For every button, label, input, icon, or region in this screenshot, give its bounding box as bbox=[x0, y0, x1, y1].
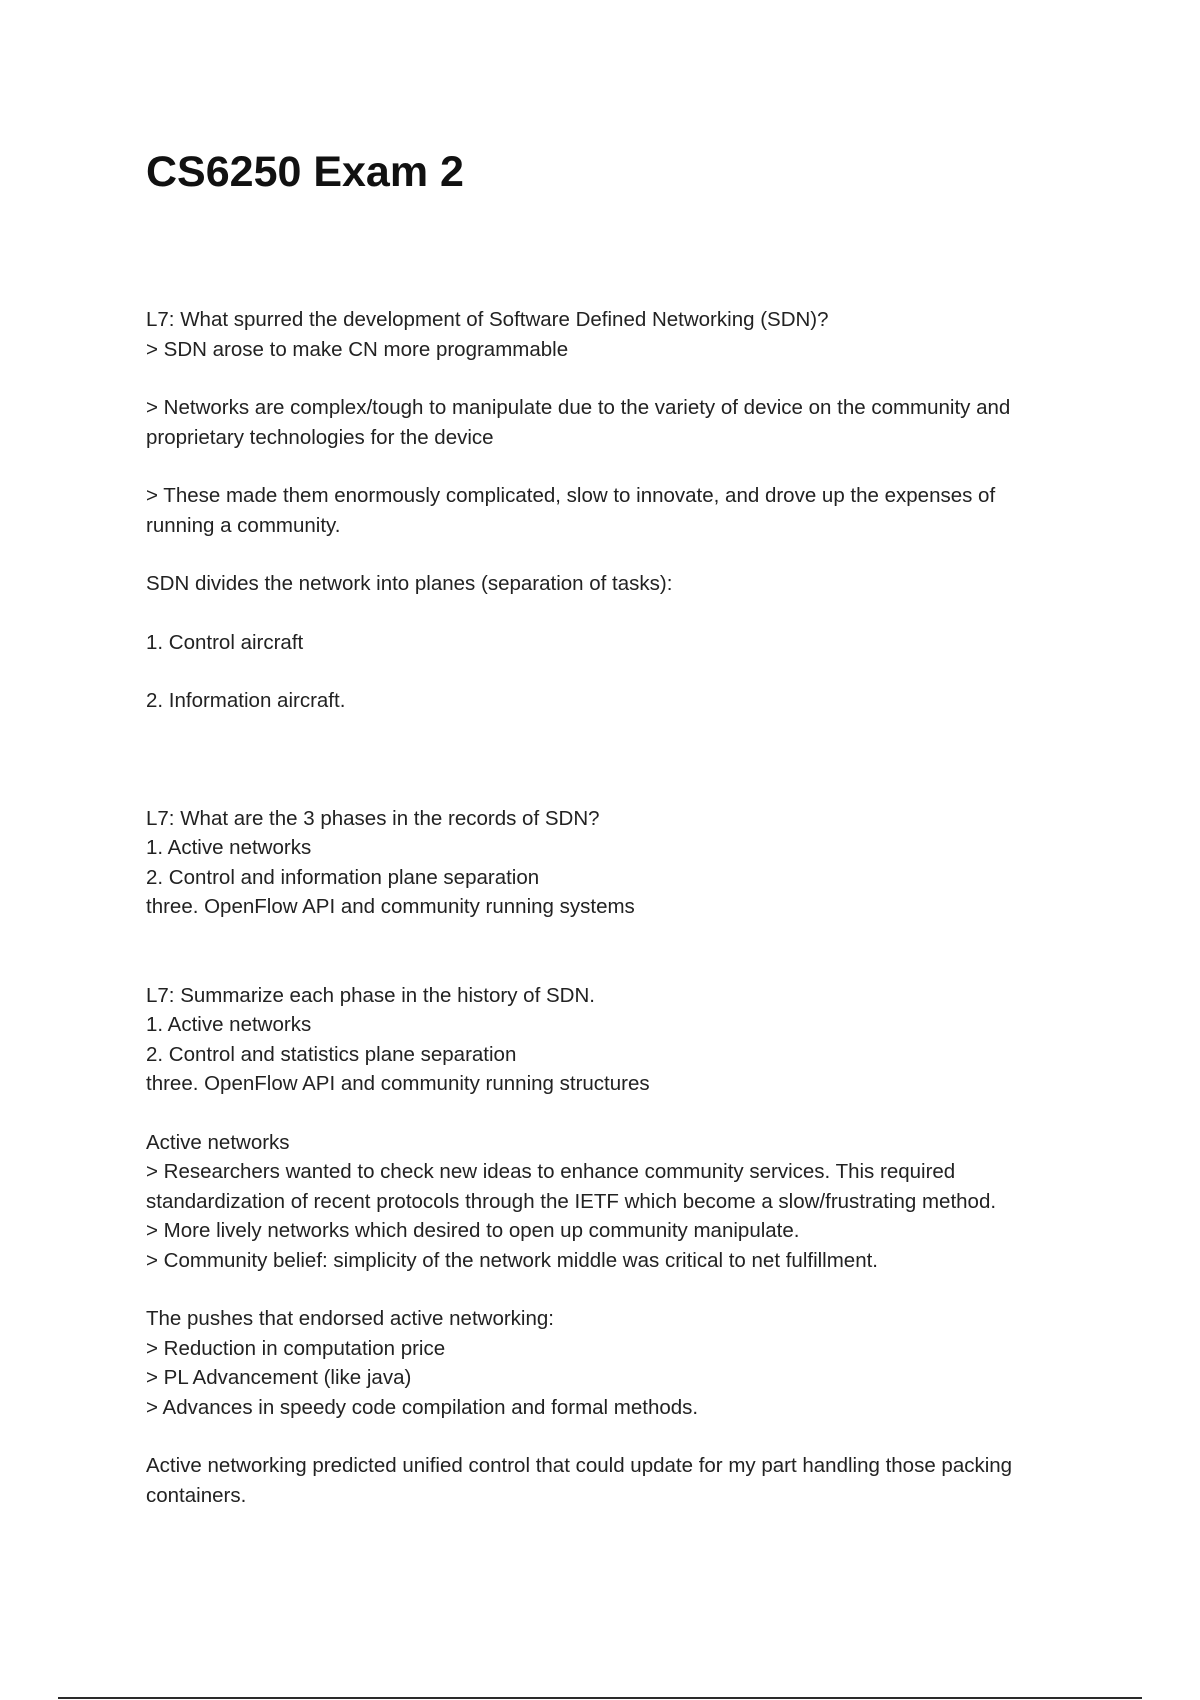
page-title: CS6250 Exam 2 bbox=[146, 148, 464, 196]
paragraph-line: > These made them enormously complicated, slow to innovate, and drove up the expenses of running a community. bbox=[146, 484, 996, 537]
paragraph-line: Active networking predicted unified control that could update for my part handling those packing containers. bbox=[146, 1454, 1013, 1507]
list-item: 2. Information aircraft. bbox=[146, 689, 346, 712]
subheading-line: The pushes that endorsed active networking: bbox=[146, 1307, 554, 1330]
section-information-plane bbox=[146, 686, 1066, 716]
section-complicated bbox=[146, 481, 1066, 540]
list-item: three. OpenFlow API and community running systems bbox=[146, 895, 635, 918]
section-sdn-phases bbox=[146, 804, 1066, 922]
list-item: three. OpenFlow API and community running structures bbox=[146, 1072, 650, 1095]
section-networks-complex bbox=[146, 393, 1066, 452]
paragraph-line: > More lively networks which desired to open up community manipulate. bbox=[146, 1219, 800, 1242]
list-item: 2. Control and information plane separation bbox=[146, 865, 540, 889]
list-item: 1. Active networks bbox=[146, 836, 312, 859]
section-active-networks bbox=[146, 1128, 1066, 1276]
section-sdn-question bbox=[146, 305, 1066, 364]
question-line: L7: What spurred the development of Software Defined Networking (SDN)? bbox=[146, 308, 829, 331]
section-planes-intro bbox=[146, 569, 1066, 599]
document-body bbox=[146, 305, 1066, 1510]
answer-line: > SDN arose to make CN more programmable bbox=[146, 337, 569, 361]
section-unified-control bbox=[146, 1451, 1066, 1510]
paragraph-line: > Networks are complex/tough to manipulate due to the variety of device on the community and proprietary technologies for the device bbox=[146, 396, 1011, 449]
list-item: 1. Active networks bbox=[146, 1013, 312, 1036]
list-item: > PL Advancement (like java) bbox=[146, 1366, 412, 1389]
paragraph-line: > Community belief: simplicity of the network middle was critical to net fulfillment. bbox=[146, 1248, 879, 1272]
list-item: 1. Control aircraft bbox=[146, 630, 304, 654]
paragraph-line: SDN divides the network into planes (separation of tasks): bbox=[146, 572, 673, 595]
list-item: > Advances in speedy code compilation and formal methods. bbox=[146, 1395, 699, 1419]
page-bottom-rule bbox=[58, 1697, 1142, 1699]
list-item: 2. Control and statistics plane separation bbox=[146, 1042, 517, 1066]
list-item: > Reduction in computation price bbox=[146, 1336, 446, 1360]
section-control-plane bbox=[146, 628, 1066, 658]
subheading-line: Active networks bbox=[146, 1130, 290, 1154]
section-phase-summary bbox=[146, 981, 1066, 1099]
paragraph-line: > Researchers wanted to check new ideas to enhance community services. This required standardization of recent protocols through the IETF which become a slow/frustrating method. bbox=[146, 1160, 997, 1213]
question-line: L7: Summarize each phase in the history of SDN. bbox=[146, 983, 595, 1007]
question-line: L7: What are the 3 phases in the records of SDN? bbox=[146, 806, 600, 830]
section-pushes bbox=[146, 1304, 1066, 1422]
